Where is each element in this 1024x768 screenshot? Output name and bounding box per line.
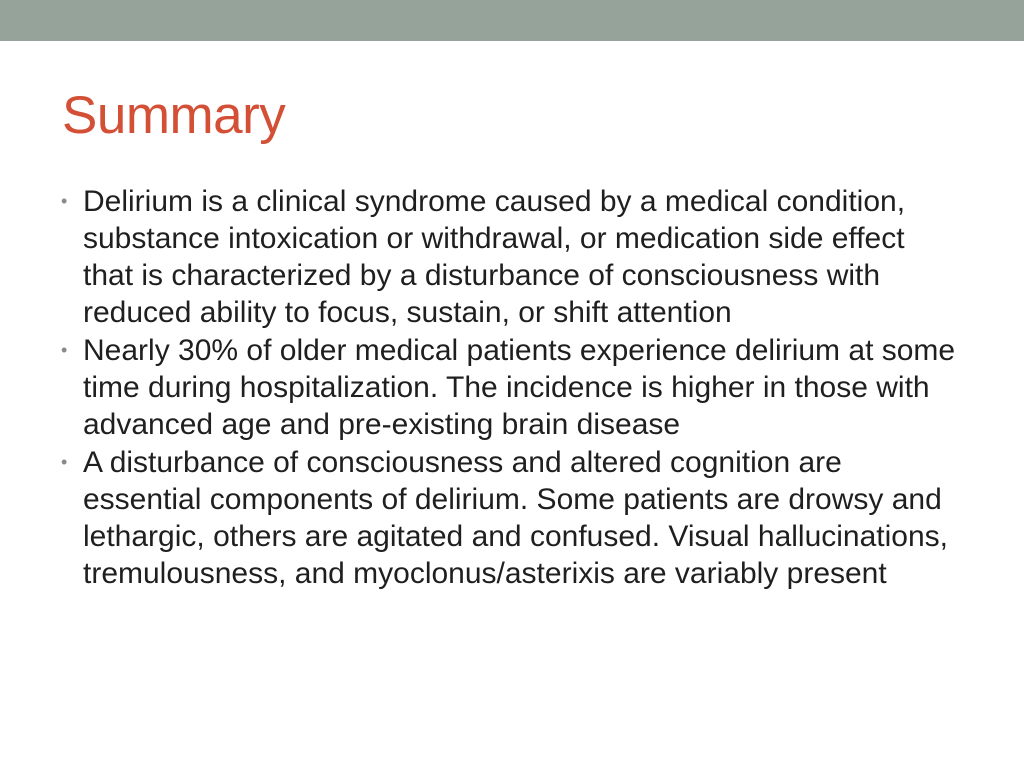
bullet-item [60, 444, 960, 592]
slide-title: Summary [62, 86, 286, 145]
bullet-item [60, 183, 960, 331]
bullet-text: A disturbance of consciousness and altered cognition are essential components of delirium. Some patients are drowsy and lethargic, others are agitated and confused. Visual hallucinations, tremulousness, and myoclonus/asterixis are variably present [83, 446, 949, 590]
bullet-item [60, 332, 960, 443]
bullet-dot-icon: • [61, 340, 68, 360]
bullet-dot-icon: • [61, 452, 68, 472]
bullet-text: Delirium is a clinical syndrome caused by a medical condition, substance intoxication or withdrawal, or medication side effect that is characterized by a disturbance of consciousness with reduced ability to focus, sustain, or shift attention [83, 185, 906, 329]
bullet-dot-icon: • [61, 191, 68, 211]
bullet-list [60, 183, 960, 593]
top-accent-bar [0, 0, 1024, 41]
bullet-text: Nearly 30% of older medical patients experience delirium at some time during hospitalization. The incidence is higher in those with advanced age and pre-existing brain disease [83, 334, 956, 441]
